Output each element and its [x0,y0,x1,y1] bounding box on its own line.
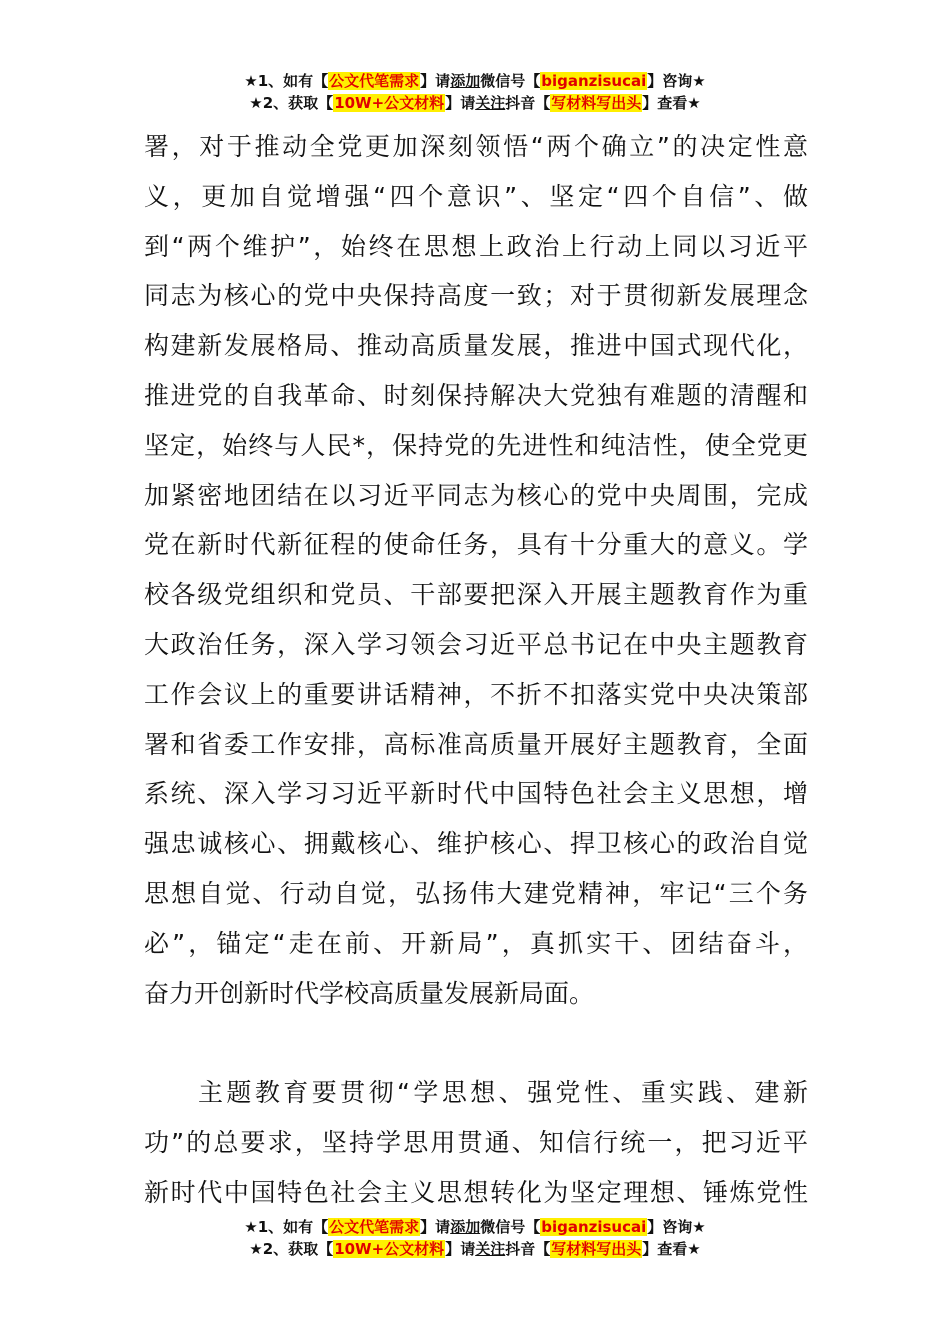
paragraph-1 [144,122,808,1018]
banner-text: 微信号【 [480,72,541,90]
banner-underline: 添加 [450,72,481,90]
banner-highlight: 写材料写出头 [551,94,642,112]
banner-text: 】查看★ [642,1240,701,1258]
banner-text: ★1、如有【 [244,1218,329,1236]
text-line: 署和省委工作安排，高标准高质量开展好主题教育，全面 [144,729,808,759]
text-line: 校各级党组织和党员、干部要把深入开展主题教育作为重 [144,580,808,610]
banner-text: 抖音【 [505,94,551,112]
text-line: 必”，锚定“走在前、开新局”，真抓实干、团结奋斗， [144,928,808,958]
footer-banner [0,1216,950,1260]
text-line: 系统、深入学习习近平新时代中国特色社会主义思想，增 [144,779,808,809]
banner-line-1 [0,70,950,92]
text-line: 同志为核心的党中央保持高度一致；对于贯彻新发展理念 [144,281,808,311]
document-body [144,122,808,1218]
banner-underline: 关注 [475,94,506,112]
text-line: 奋力开创新时代学校高质量发展新局面。 [144,978,595,1008]
text-line: 新时代中国特色社会主义思想转化为坚定理想、锤炼党性 [144,1177,808,1207]
text-line: 到“两个维护”，始终在思想上政治上行动上同以习近平 [144,231,808,261]
text-line: 思想自觉、行动自觉，弘扬伟大建党精神，牢记“三个务 [144,878,808,908]
banner-text: 】请 [420,72,451,90]
banner-text: 】请 [445,1240,476,1258]
banner-text: 】查看★ [642,94,701,112]
text-line: 推进党的自我革命、时刻保持解决大党独有难题的清醒和 [144,380,808,410]
banner-highlight: 10W+公文材料 [334,1240,445,1258]
text-line: 坚定，始终与人民*，保持党的先进性和纯洁性，使全党更 [144,430,808,460]
banner-text: ★2、获取【 [249,94,334,112]
banner-text: ★2、获取【 [249,1240,334,1258]
header-banner [0,70,950,114]
banner-highlight: biganzisucai [541,72,647,90]
banner-line-2 [0,92,950,114]
text-line: 义，更加自觉增强“四个意识”、坚定“四个自信”、做 [144,181,808,211]
banner-highlight: 公文代笔需求 [329,72,420,90]
banner-text: 】请 [445,94,476,112]
text-line: 大政治任务，深入学习领会习近平总书记在中央主题教育 [144,629,808,659]
banner-line-1 [0,1216,950,1238]
banner-text: 微信号【 [480,1218,541,1236]
text-line: 主题教育要贯彻“学思想、强党性、重实践、建新 [198,1078,808,1108]
text-line: 构建新发展格局、推动高质量发展，推进中国式现代化， [144,331,808,361]
paragraph-gap [144,1018,808,1068]
banner-text: 】咨询★ [647,1218,706,1236]
banner-highlight: 10W+公文材料 [334,94,445,112]
banner-text: 】咨询★ [647,72,706,90]
banner-text: 】请 [420,1218,451,1236]
text-line: 强忠诚核心、拥戴核心、维护核心、捍卫核心的政治自觉 [144,829,808,859]
banner-highlight: 写材料写出头 [551,1240,642,1258]
text-line: 加紧密地团结在以习近平同志为核心的党中央周围，完成 [144,480,808,510]
text-line: 署，对于推动全党更加深刻领悟“两个确立”的决定性意 [144,132,808,161]
banner-line-2 [0,1238,950,1260]
banner-highlight: 公文代笔需求 [329,1218,420,1236]
text-line: 工作会议上的重要讲话精神，不折不扣落实党中央决策部 [144,679,808,709]
banner-text: ★1、如有【 [244,72,329,90]
text-line: 党在新时代新征程的使命任务，具有十分重大的意义。学 [144,530,808,560]
banner-underline: 关注 [475,1240,506,1258]
text-line: 功”的总要求，坚持学思用贯通、知信行统一，把习近平 [144,1128,808,1158]
paragraph-2 [144,1068,808,1217]
banner-underline: 添加 [450,1218,481,1236]
banner-text: 抖音【 [505,1240,551,1258]
banner-highlight: biganzisucai [541,1218,647,1236]
